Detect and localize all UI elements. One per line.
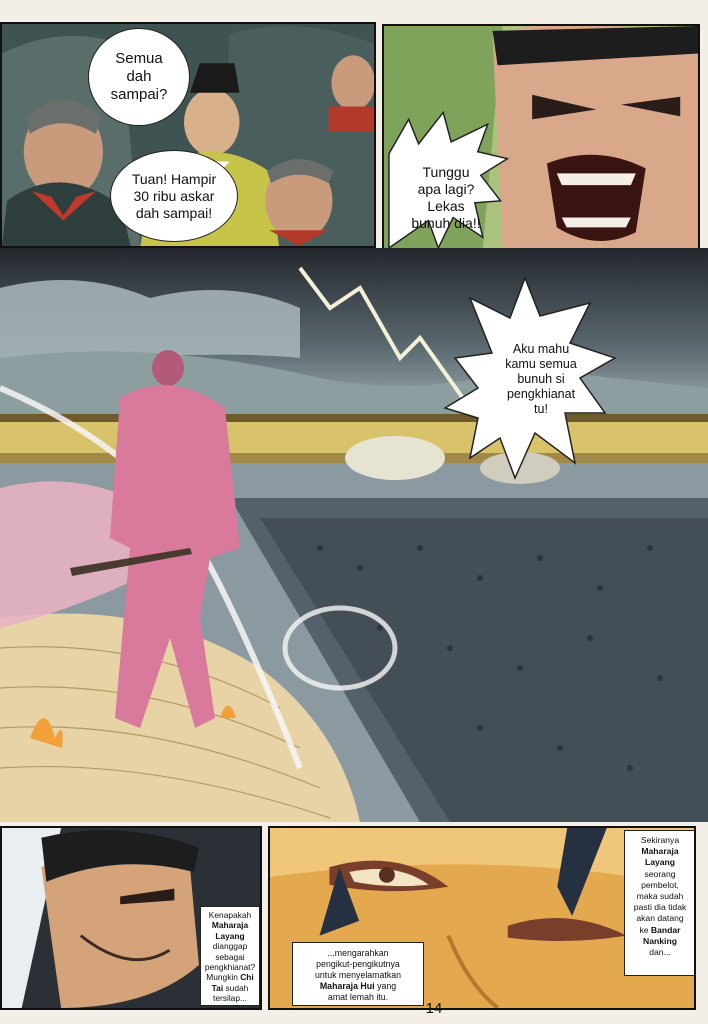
- bubble-line: kamu semua: [505, 357, 577, 371]
- bubble-line: Lekas: [427, 198, 465, 214]
- caption-text: pembelot,: [641, 879, 679, 890]
- bubble-line: sampai?: [110, 86, 168, 103]
- caption-bold: Maharaja: [641, 846, 679, 857]
- caption-text: ke: [639, 924, 649, 935]
- bubble-line: Tuan! Hampir: [131, 170, 217, 187]
- caption-bold: Chi: [240, 972, 254, 983]
- caption-text: tersilap...: [213, 993, 247, 1004]
- caption-text: maka sudah: [636, 891, 684, 902]
- caption-text: pasti dia tidak: [633, 902, 687, 913]
- bubble-line: 30 ribu askar: [133, 187, 215, 204]
- bubble-line: bunuh si: [517, 372, 565, 386]
- speech-bubble-tuan: [110, 150, 238, 242]
- bubble-line: pengkhianat: [506, 387, 576, 401]
- caption-sekiranya: [624, 830, 696, 976]
- shout-text-aku: [486, 342, 596, 417]
- caption-kenapakah: [200, 906, 260, 1006]
- caption-text: pengkhianat?: [204, 962, 256, 973]
- caption-text: sebagai: [215, 951, 245, 962]
- speech-bubble-semua: [88, 28, 190, 126]
- caption-text: seorang: [644, 868, 676, 879]
- bubble-line: dah: [126, 68, 152, 85]
- caption-text: untuk menyelamatkan: [314, 970, 402, 980]
- caption-text: pengikut-pengikutnya: [316, 959, 400, 969]
- panel-eyes-closeup: [268, 826, 696, 1010]
- bubble-line: tu!: [534, 402, 548, 416]
- caption-text: amat lemah itu.: [327, 992, 389, 1002]
- caption-mengarahkan: [292, 942, 424, 1006]
- caption-text: Sekiranya: [640, 835, 680, 845]
- caption-text: akan datang: [636, 913, 684, 924]
- caption-bold: Tai: [211, 982, 224, 993]
- panel-shouting-officer: [382, 24, 700, 250]
- bubble-line: Tunggu: [422, 164, 470, 180]
- page-number: 14: [425, 1000, 443, 1017]
- caption-bold: Layang: [644, 857, 676, 868]
- caption-text: Mungkin: [206, 972, 238, 983]
- bubble-line: dah sampai!: [135, 204, 213, 221]
- caption-text: dianggap: [212, 941, 248, 952]
- caption-bold: Layang: [215, 930, 245, 941]
- bubble-line: apa lagi?: [417, 181, 475, 197]
- shout-text-tunggu: [396, 164, 496, 232]
- caption-text: sudah: [225, 982, 249, 993]
- caption-text: ...mengarahkan: [327, 948, 389, 958]
- caption-bold: Bandar: [650, 924, 681, 935]
- caption-bold: Nanking: [643, 935, 677, 946]
- bubble-line: Semua: [115, 50, 163, 67]
- caption-bold: Maharaja: [211, 920, 249, 931]
- panel-soldiers: [0, 22, 376, 248]
- bubble-line: Aku mahu: [512, 342, 570, 356]
- panel-battle-scene: [0, 248, 708, 822]
- caption-text: Kenapakah: [208, 910, 252, 920]
- jagged-shout-bubble-shape-battle: [0, 248, 708, 822]
- bubble-line: bunuh dia!!: [411, 215, 481, 231]
- caption-text: dan...: [649, 947, 671, 958]
- panel-face-closeup: [0, 826, 262, 1010]
- caption-bold: Maharaja Hui: [319, 981, 375, 991]
- caption-text: yang: [377, 981, 397, 991]
